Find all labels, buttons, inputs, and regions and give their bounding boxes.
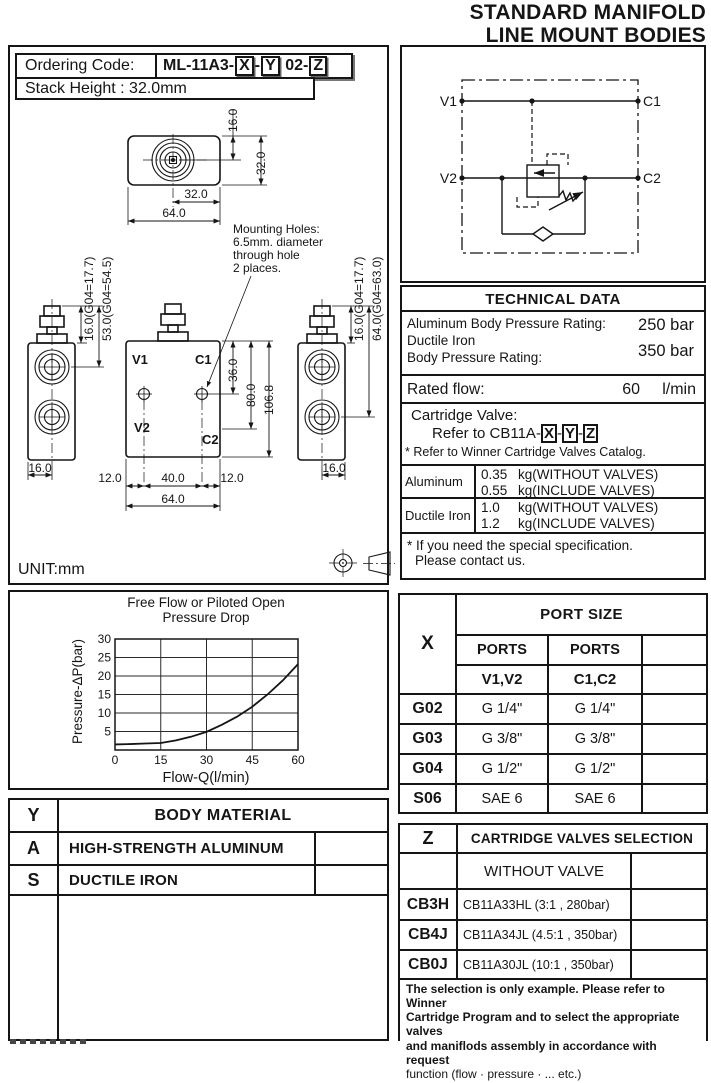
dim-valve-height-right: 16.0(G04=17.7) bbox=[352, 256, 366, 341]
ordering-code-row bbox=[15, 53, 353, 79]
dim-32-bottom: 32.0 bbox=[184, 187, 208, 201]
page-title-line2: LINE MOUNT BODIES bbox=[485, 23, 706, 47]
body-material-label: HIGH-STRENGTH ALUMINUM bbox=[59, 833, 314, 864]
ports-header-v: PORTS bbox=[457, 636, 547, 664]
cut-off-text-fragment bbox=[10, 1039, 88, 1044]
pressure-drop-chart bbox=[10, 592, 387, 788]
port-row-vports: SAE 6 bbox=[457, 785, 547, 812]
empty-cell bbox=[59, 896, 387, 1039]
port-row-code: S06 bbox=[400, 785, 455, 812]
dim-16-top: 16.0 bbox=[226, 108, 240, 132]
empty-cell bbox=[643, 666, 706, 693]
weight-al-v1: 0.35 bbox=[481, 467, 508, 482]
chart-title-line1: Free Flow or Piloted Open bbox=[127, 595, 285, 610]
port-row-vports: G 1/4" bbox=[457, 695, 547, 723]
weight-al-t2: kg(INCLUDE VALVES) bbox=[518, 482, 655, 498]
cartridge-table-title: CARTRIDGE VALVES SELECTION bbox=[458, 825, 706, 852]
relief-valve-symbol bbox=[502, 154, 585, 234]
code-y-box: Y bbox=[261, 56, 280, 76]
chart-y-axis-label: Pressure-ΔP(bar) bbox=[70, 638, 85, 744]
rated-flow-value: 60 bbox=[622, 381, 640, 398]
weight-di-v2: 1.2 bbox=[481, 515, 500, 531]
dim-16-right-bottom: 16.0 bbox=[322, 461, 346, 475]
cartridge-z-box: Z bbox=[583, 424, 598, 443]
svg-text:20: 20 bbox=[97, 669, 111, 683]
ports-header-c: PORTS bbox=[549, 636, 641, 664]
dim-16-left-bottom: 16.0 bbox=[28, 461, 52, 475]
page-title bbox=[470, 2, 706, 47]
svg-text:30: 30 bbox=[97, 632, 111, 646]
cartridge-row-code: CB3H bbox=[400, 890, 456, 919]
cartridge-z-header: Z bbox=[400, 825, 456, 852]
circuit-port-v2: V2 bbox=[439, 170, 457, 186]
code-sep: - bbox=[254, 56, 261, 74]
body-material-title: BODY MATERIAL bbox=[59, 800, 387, 831]
cartridge-selection-note bbox=[400, 980, 706, 1083]
cartridge-row-code: CB4J bbox=[400, 921, 456, 949]
svg-text:5: 5 bbox=[104, 724, 111, 739]
aluminum-rating-label: Aluminum Body Pressure Rating: bbox=[407, 316, 606, 331]
without-valve-cell: WITHOUT VALVE bbox=[458, 854, 630, 888]
ductile-rating-label2: Body Pressure Rating: bbox=[407, 350, 543, 365]
port-label-v1: V1 bbox=[132, 352, 148, 367]
special-specification-note bbox=[402, 534, 704, 568]
port-row-code: G02 bbox=[400, 695, 455, 723]
dim-32-side: 32.0 bbox=[254, 151, 268, 175]
unit-label: UNIT:mm bbox=[18, 561, 85, 578]
empty-cell bbox=[632, 951, 706, 978]
empty-cell bbox=[632, 921, 706, 949]
weight-di-t1: kg(WITHOUT VALVES) bbox=[518, 500, 659, 515]
cartridge-refer-line bbox=[402, 424, 704, 443]
unit-and-projection-symbols bbox=[18, 549, 395, 578]
empty-cell bbox=[10, 896, 57, 1039]
weight-values-aluminum bbox=[476, 466, 704, 499]
ductile-rating-value: 350 bar bbox=[638, 342, 694, 360]
right-side-view bbox=[298, 257, 384, 480]
technical-data-panel bbox=[400, 285, 706, 580]
empty-cell bbox=[632, 854, 706, 888]
chart-title-line2: Pressure Drop bbox=[162, 610, 250, 625]
ports-sub-v1v2: V1,V2 bbox=[457, 666, 547, 693]
body-material-y-header: Y bbox=[10, 800, 57, 831]
weight-table bbox=[402, 464, 704, 534]
pressure-drop-chart-panel bbox=[8, 590, 389, 790]
dim-12-left: 12.0 bbox=[98, 471, 122, 485]
note-line4: function (flow · pressure · ... etc.) bbox=[406, 1066, 582, 1081]
weight-values-ductile bbox=[476, 499, 704, 532]
weight-di-t2: kg(INCLUDE VALVES) bbox=[518, 515, 655, 531]
left-side-view bbox=[28, 257, 114, 480]
code-prefix: ML-11A3- bbox=[163, 56, 235, 74]
rated-flow-row bbox=[402, 376, 704, 404]
dim-64: 64.0 bbox=[161, 492, 185, 506]
port-row-code: G03 bbox=[400, 725, 455, 753]
weight-material-ductile: Ductile Iron bbox=[402, 499, 476, 532]
note-line2: Cartridge Program and to select the appropriate valves bbox=[406, 1010, 680, 1039]
page-title-line1: STANDARD MANIFOLD bbox=[469, 1, 706, 24]
cartridge-valve-title: Cartridge Valve: bbox=[411, 407, 518, 424]
svg-text:15: 15 bbox=[97, 687, 111, 702]
body-material-code: S bbox=[10, 866, 57, 894]
ordering-code-label: Ordering Code: bbox=[17, 55, 157, 77]
technical-data-title: TECHNICAL DATA bbox=[402, 287, 704, 312]
mounting-note-line3: through hole bbox=[233, 248, 300, 262]
port-row-cports: SAE 6 bbox=[549, 785, 641, 812]
empty-cell bbox=[643, 755, 706, 783]
svg-text:60: 60 bbox=[291, 753, 305, 767]
dimension-drawing-panel bbox=[8, 45, 389, 585]
special-note-line2: Please contact us. bbox=[415, 553, 526, 568]
empty-cell bbox=[643, 725, 706, 753]
port-label-c1: C1 bbox=[195, 352, 212, 367]
cartridge-row-desc: CB11A33HL (3:1 , 280bar) bbox=[458, 890, 630, 919]
circuit-port-c2: C2 bbox=[643, 170, 661, 186]
pressure-ratings bbox=[402, 312, 704, 376]
dim-106-8: 106.8 bbox=[262, 384, 276, 415]
mounting-note-line4: 2 places. bbox=[233, 261, 282, 275]
svg-text:10: 10 bbox=[97, 706, 111, 720]
cartridge-refer-prefix: Refer to CB11A- bbox=[432, 425, 541, 442]
cartridge-row-code: CB0J bbox=[400, 951, 456, 978]
third-angle-projection-icon bbox=[329, 549, 395, 577]
weight-al-v2: 0.55 bbox=[481, 482, 508, 498]
cartridge-catalog-note: * Refer to Winner Cartridge Valves Catalog. bbox=[405, 445, 646, 459]
svg-text:25: 25 bbox=[97, 650, 111, 665]
front-view bbox=[98, 304, 276, 511]
port-row-code: G04 bbox=[400, 755, 455, 783]
port-label-c2: C2 bbox=[202, 432, 219, 447]
body-material-code: A bbox=[10, 833, 57, 864]
hydraulic-circuit-diagram bbox=[402, 47, 704, 281]
port-row-cports: G 3/8" bbox=[549, 725, 641, 753]
dim-80: 80.0 bbox=[244, 383, 258, 407]
dim-valve-height-left: 16.0(G04=17.7) bbox=[82, 256, 96, 341]
empty-cell bbox=[643, 785, 706, 812]
code-mid: 02- bbox=[285, 56, 309, 74]
top-view bbox=[128, 108, 268, 225]
svg-text:45: 45 bbox=[245, 753, 259, 767]
hydraulic-circuit-panel bbox=[400, 45, 706, 283]
circuit-port-c1: C1 bbox=[643, 93, 661, 109]
port-row-cports: G 1/4" bbox=[549, 695, 641, 723]
weight-di-v1: 1.0 bbox=[481, 500, 500, 515]
dim-36: 36.0 bbox=[226, 358, 240, 382]
weight-material-aluminum: Aluminum bbox=[402, 466, 476, 499]
code-z-box: Z bbox=[309, 56, 327, 76]
empty-cell bbox=[643, 636, 706, 664]
port-size-title: PORT SIZE bbox=[457, 595, 706, 634]
note-line1: The selection is only example. Please refer to Winner bbox=[406, 982, 665, 1011]
empty-cell bbox=[643, 695, 706, 723]
port-row-vports: G 3/8" bbox=[457, 725, 547, 753]
aluminum-rating-value: 250 bar bbox=[638, 316, 694, 334]
rated-flow-unit: l/min bbox=[662, 381, 696, 398]
svg-text:0: 0 bbox=[111, 753, 119, 767]
ordering-code-value bbox=[157, 56, 351, 76]
port-row-cports: G 1/2" bbox=[549, 755, 641, 783]
ductile-rating-label1: Ductile Iron bbox=[407, 333, 476, 348]
empty-cell bbox=[316, 833, 387, 864]
cartridge-row-desc: CB11A34JL (4.5:1 , 350bar) bbox=[458, 921, 630, 949]
body-material-table bbox=[8, 798, 389, 1041]
rated-flow-label: Rated flow: bbox=[407, 381, 485, 398]
port-row-vports: G 1/2" bbox=[457, 755, 547, 783]
port-label-v2: V2 bbox=[134, 420, 150, 435]
cartridge-valves-table bbox=[398, 823, 708, 1081]
empty-cell bbox=[316, 866, 387, 894]
svg-text:15: 15 bbox=[154, 753, 168, 767]
dim-40: 40.0 bbox=[161, 471, 185, 485]
circuit-port-v1: V1 bbox=[439, 93, 457, 109]
body-material-label: DUCTILE IRON bbox=[59, 866, 314, 894]
code-x-box: X bbox=[235, 56, 254, 76]
dim-total-height-left: 53.0(G04=54.5) bbox=[100, 256, 114, 341]
special-note-line1: * If you need the special specification. bbox=[407, 538, 633, 553]
dim-64-bottom: 64.0 bbox=[162, 206, 186, 220]
dim-12-right: 12.0 bbox=[220, 471, 244, 485]
mounting-note-line1: Mounting Holes: bbox=[233, 222, 320, 236]
cartridge-valve-section bbox=[402, 404, 704, 464]
ports-sub-c1c2: C1,C2 bbox=[549, 666, 641, 693]
empty-cell bbox=[400, 854, 456, 888]
svg-text:30: 30 bbox=[199, 753, 214, 767]
note-line3: and maniflods assembly in accordance with request bbox=[406, 1038, 657, 1067]
mounting-note-line2: 6.5mm. diameter bbox=[233, 235, 324, 249]
stack-height-label: Stack Height : 32.0mm bbox=[25, 79, 187, 97]
cartridge-x-box: X bbox=[541, 424, 557, 443]
stack-height-row bbox=[15, 77, 315, 100]
cartridge-sep2: - bbox=[577, 425, 583, 442]
cartridge-y-box: Y bbox=[562, 424, 578, 443]
cartridge-row-desc: CB11A30JL (10:1 , 350bar) bbox=[458, 951, 630, 978]
chart-x-axis-label: Flow-Q(l/min) bbox=[162, 770, 250, 786]
weight-al-t1: kg(WITHOUT VALVES) bbox=[518, 467, 659, 482]
dim-total-height-right: 64.0(G04=63.0) bbox=[370, 256, 384, 341]
cartridge-sep1: - bbox=[556, 425, 562, 442]
manifold-dimension-drawing bbox=[11, 101, 388, 583]
check-valve-symbol bbox=[502, 227, 585, 241]
empty-cell bbox=[632, 890, 706, 919]
port-size-table bbox=[398, 593, 708, 814]
port-size-x-header: X bbox=[400, 595, 455, 693]
